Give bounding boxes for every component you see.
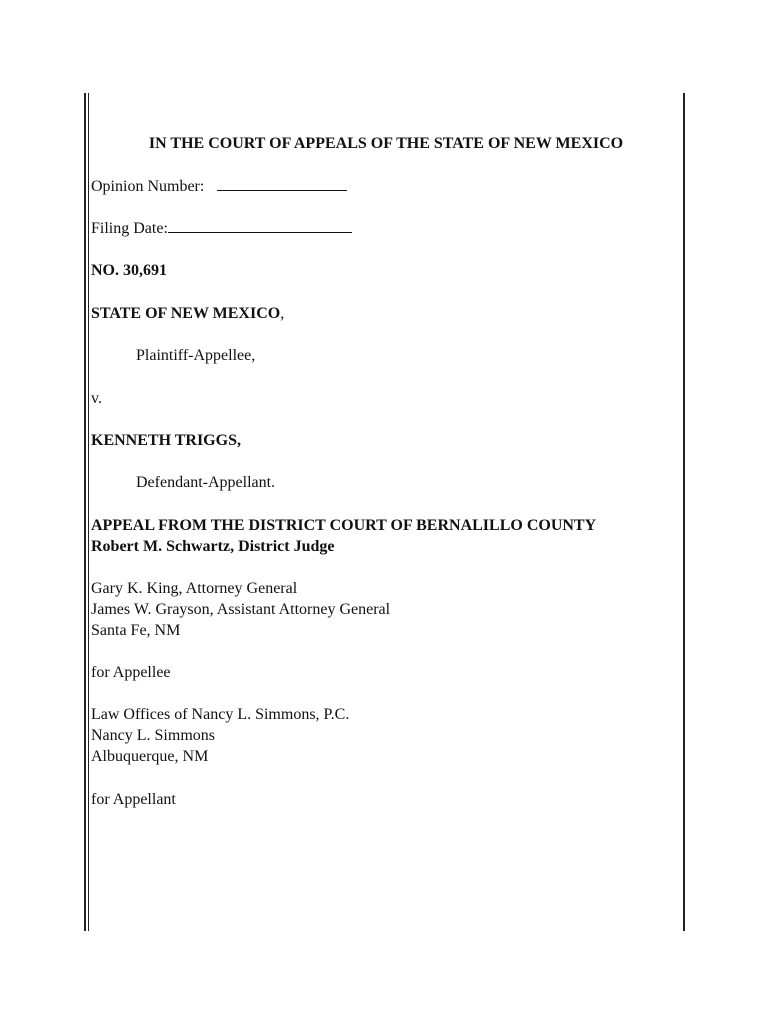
appellant-counsel-line: Nancy L. Simmons	[91, 727, 215, 744]
opinion-number-label: Opinion Number:	[91, 178, 205, 195]
left-margin-rule-inner	[88, 93, 89, 931]
appellant-counsel-line: Albuquerque, NM	[91, 748, 209, 765]
court-title: IN THE COURT OF APPEALS OF THE STATE OF NEW MEXICO	[148, 135, 624, 152]
filing-date-row	[91, 218, 352, 239]
left-margin-rule-outer	[84, 93, 86, 931]
plaintiff-name-row	[91, 303, 284, 324]
appellee-counsel-line: Santa Fe, NM	[91, 622, 181, 639]
filing-date-blank	[168, 218, 352, 233]
appellant-counsel-line: Law Offices of Nancy L. Simmons, P.C.	[91, 706, 350, 723]
defendant-role: Defendant-Appellant.	[136, 474, 276, 491]
plaintiff-role: Plaintiff-Appellee,	[136, 347, 256, 364]
appeal-court-line: APPEAL FROM THE DISTRICT COURT OF BERNALILLO COUNTY	[91, 517, 597, 534]
versus: v.	[91, 390, 102, 407]
appellee-counsel-line: Gary K. King, Attorney General	[91, 580, 298, 597]
opinion-number-blank	[217, 176, 347, 191]
appellee-counsel-line: James W. Grayson, Assistant Attorney General	[91, 601, 391, 618]
for-appellant-label: for Appellant	[91, 791, 176, 808]
plaintiff-name-comma: ,	[280, 305, 285, 322]
filing-date-label: Filing Date:	[91, 220, 168, 237]
for-appellee-label: for Appellee	[91, 664, 171, 681]
opinion-number-row	[91, 176, 347, 197]
plaintiff-name: STATE OF NEW MEXICO	[91, 305, 281, 322]
defendant-name: KENNETH TRIGGS,	[91, 432, 241, 449]
district-judge-line: Robert M. Schwartz, District Judge	[91, 538, 335, 555]
case-number: NO. 30,691	[91, 262, 167, 279]
right-margin-rule	[683, 93, 685, 931]
